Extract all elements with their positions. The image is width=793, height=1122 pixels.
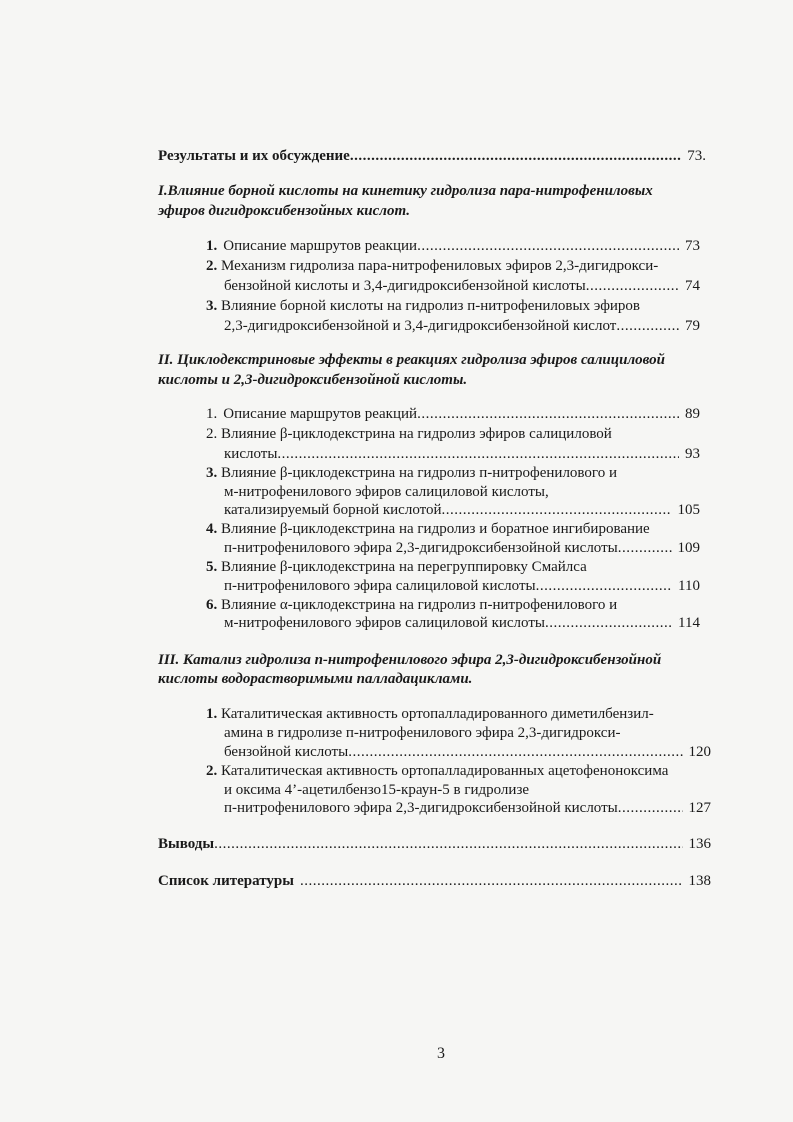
toc-item <box>224 500 700 520</box>
item-page: 105 <box>677 502 700 518</box>
entry-page: 73. <box>687 148 706 164</box>
item-page: 79 <box>685 318 700 334</box>
item-page: 73 <box>685 238 700 254</box>
toc-entry-conclusions <box>158 834 711 854</box>
item-label: Влияние β-циклодекстрина на гидролиз п-нитрофенилового и <box>221 465 617 481</box>
leader-dots <box>350 146 681 166</box>
leader-dots <box>417 404 679 424</box>
item-label: Каталитическая активность ортопалладированного диметилбензил- <box>221 706 654 722</box>
item-number: 6. <box>206 597 218 613</box>
leader-dots <box>618 798 683 818</box>
toc-item <box>224 538 700 558</box>
item-page: 109 <box>677 540 700 556</box>
leader-dots <box>277 444 679 464</box>
entry-page: 136 <box>688 836 711 852</box>
item-label: Описание маршрутов реакции <box>223 238 418 254</box>
leader-dots <box>618 538 672 558</box>
item-label-cont: п-нитрофенилового эфира салициловой кислоты <box>224 578 536 594</box>
toc-item-line <box>206 761 668 781</box>
toc-item-line <box>206 296 640 316</box>
page-number: 3 <box>437 1045 445 1062</box>
toc-item-line <box>206 424 612 444</box>
leader-dots <box>536 576 672 596</box>
toc-entry-references <box>158 871 711 891</box>
item-number: 2. <box>206 258 218 274</box>
leader-dots <box>545 613 672 633</box>
item-label: Каталитическая активность ортопалладированных ацетофеноноксима <box>221 763 669 779</box>
leader-dots <box>417 236 679 256</box>
item-label: Влияние β-циклодекстрина на перегруппировку Смайлса <box>221 559 587 575</box>
toc-item-line: и оксима 4’-ацетилбензо15-краун-5 в гидролизе <box>224 782 530 798</box>
item-number: 2. <box>206 426 218 442</box>
entry-label: Выводы <box>158 836 215 852</box>
item-label: Описание маршрутов реакций <box>223 406 418 422</box>
toc-item-line <box>206 557 587 577</box>
item-number: 4. <box>206 521 218 537</box>
item-page: 120 <box>688 744 711 760</box>
item-label: Механизм гидролиза пара-нитрофениловых эфиров 2,3-дигидрокси- <box>221 258 659 274</box>
toc-item-line <box>206 463 617 483</box>
toc-item-line <box>206 704 654 724</box>
item-label: Влияние α-циклодекстрина на гидролиз п-нитрофенилового и <box>221 597 618 613</box>
item-label-cont: бензойной кислоты <box>224 744 349 760</box>
section-heading-3-cont: кислоты водорастворимыми палладациклами. <box>158 671 473 687</box>
item-page: 110 <box>678 578 700 594</box>
item-number: 5. <box>206 559 218 575</box>
entry-label: Список литературы <box>158 873 294 889</box>
item-label-cont: кислоты <box>224 446 278 462</box>
item-page: 127 <box>688 800 711 816</box>
item-page: 114 <box>678 615 700 631</box>
toc-item <box>206 236 700 256</box>
item-label-cont: 2,3-дигидроксибензойной и 3,4-дигидроксибензойной кислот <box>224 318 617 334</box>
toc-item-line: амина в гидролизе п-нитрофенилового эфира 2,3-дигидрокси- <box>224 725 621 741</box>
item-number: 1. <box>206 406 218 422</box>
leader-dots <box>300 871 683 891</box>
section-heading-2-cont: кислоты и 2,3-дигидроксибензойной кислоты. <box>158 372 468 388</box>
item-label-cont: катализируемый борной кислотой <box>224 502 442 518</box>
section-heading-2: II. Циклодекстриновые эффекты в реакциях гидролиза эфиров салициловой <box>158 352 665 368</box>
leader-dots <box>214 834 682 854</box>
leader-dots <box>616 316 679 336</box>
toc-item-line <box>206 595 617 615</box>
item-label: Влияние борной кислоты на гидролиз п-нитрофениловых эфиров <box>221 298 641 314</box>
toc-item <box>224 276 700 296</box>
item-label-cont: бензойной кислоты и 3,4-дигидроксибензойной кислоты <box>224 278 586 294</box>
item-page: 89 <box>685 406 700 422</box>
toc-item <box>224 316 700 336</box>
toc-item <box>224 613 700 633</box>
leader-dots <box>348 742 682 762</box>
section-heading-1-cont: эфиров дигидроксибензойных кислот. <box>158 203 411 219</box>
item-number: 1. <box>206 706 218 722</box>
section-heading-3: III. Катализ гидролиза п-нитрофенилового эфира 2,3-дигидроксибензойной <box>158 652 662 668</box>
item-number: 3. <box>206 298 218 314</box>
item-label-cont: м-нитрофенилового эфиров салициловой кислоты <box>224 615 545 631</box>
item-number: 1. <box>206 238 218 254</box>
entry-page: 138 <box>688 873 711 889</box>
item-label: Влияние β-циклодекстрина на гидролиз и боратное ингибирование <box>221 521 650 537</box>
item-page: 74 <box>685 278 700 294</box>
item-label-cont: п-нитрофенилового эфира 2,3-дигидроксибензойной кислоты <box>224 540 618 556</box>
item-number: 3. <box>206 465 218 481</box>
toc-item-line: м-нитрофенилового эфиров салициловой кислоты, <box>224 484 549 500</box>
item-page: 93 <box>685 446 700 462</box>
toc-item <box>224 444 700 464</box>
section-heading-1: I.Влияние борной кислоты на кинетику гидролиза пара-нитрофениловых <box>158 183 653 199</box>
leader-dots <box>586 276 679 296</box>
toc-entry-results <box>158 146 706 166</box>
item-label: Влияние β-циклодекстрина на гидролиз эфиров салициловой <box>221 426 612 442</box>
toc-item-line <box>206 256 658 276</box>
toc-item <box>206 404 700 424</box>
leader-dots <box>442 500 672 520</box>
toc-item <box>224 576 700 596</box>
entry-label: Результаты и их обсуждение <box>158 148 350 164</box>
toc-item-line <box>206 519 650 539</box>
item-number: 2. <box>206 763 218 779</box>
toc-item <box>224 742 711 762</box>
item-label-cont: п-нитрофенилового эфира 2,3-дигидроксибензойной кислоты <box>224 800 618 816</box>
toc-item <box>224 798 711 818</box>
